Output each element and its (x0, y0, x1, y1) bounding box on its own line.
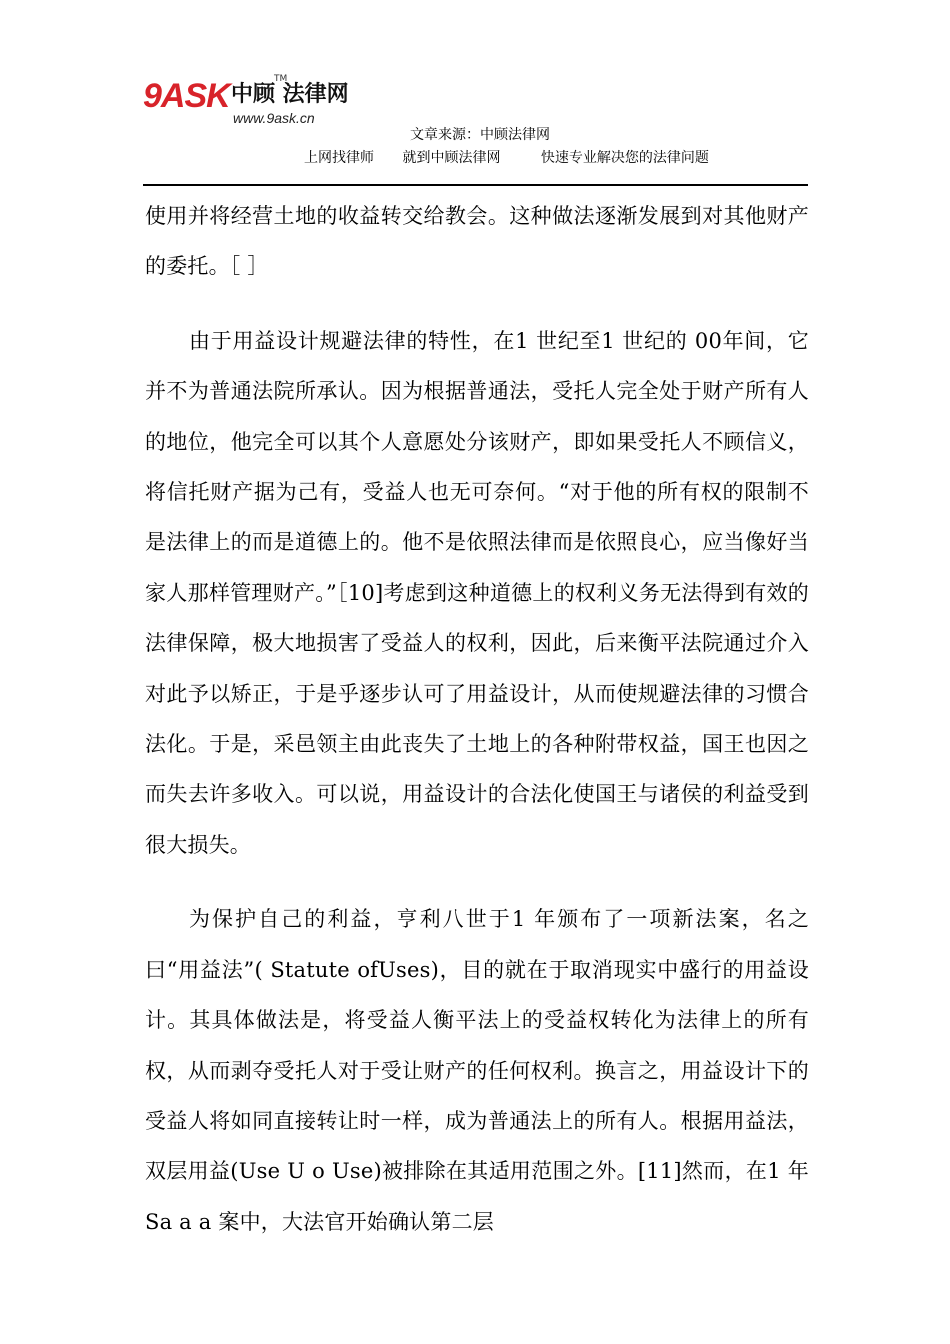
header-slogan (304, 149, 709, 167)
paragraph: 由于用益设计规避法律的特性，在1 世纪至1 世纪的 00年间，它并不为普通法院所承认。因为根据普通法，受托人完全处于财产所有人的地位，他完全可以其个人意愿处分该财产，即如果受托人不顾信义，将信托财产据为己有，受益人也无可奈何。“对于他的所有权的限制不是法律上的而是道德上的。他不是依照法律而是依照良心，应当像好当家人那样管理财产。”［10]考虑到这种道德上的权利义务无法得到有效的法律保障，极大地损害了受益人的权利，因此，后来衡平法院通过介入对此予以矫正，于是乎逐步认可了用益设计，从而使规避法律的习惯合法化。于是，采邑领主由此丧失了土地上的各种附带权益，国王也因之而失去许多收入。可以说，用益设计的合法化使国王与诸侯的利益受到很大损失。 (145, 328, 809, 857)
article-source: 文章来源：中顾法律网 (410, 127, 550, 143)
paragraph: 使用并将经营土地的收益转交给教会。这种做法逐渐发展到对其他财产的委托。［ ］ (145, 204, 809, 279)
header-divider (143, 184, 808, 186)
paragraph: 为保护自己的利益，亨利八世于1 年颁布了一项新法案，名之曰“用益法”( Statute ofUses)，目的就在于取消现实中盛行的用益设计。其具体做法是，将受益人衡平法上的受益权转化为法律上的所有权，从而剥夺受托人对于受让财产的任何权利。换言之，用益设计下的受益人将如同直接转让时一样，成为普通法上的所有人。根据用益法，双层用益(Use U o Use)被排除在其适用范围之外。[11]然而，在1 年Sa a a 案中，大法官开始确认第二层 (145, 907, 809, 1234)
article-body (145, 191, 809, 1247)
site-logo[interactable] (143, 74, 373, 134)
slogan-part: 上网找律师 (304, 150, 374, 166)
slogan-part: 快速专业解决您的法律问题 (540, 150, 709, 166)
logo-url: www.9ask.cn (233, 110, 315, 126)
logo-mark: 9ASK (143, 77, 230, 115)
logo-name: 中顾 法律网 (231, 82, 349, 107)
logo-trademark: TM (274, 74, 288, 84)
slogan-part: 就到中顾法律网 (402, 150, 501, 166)
